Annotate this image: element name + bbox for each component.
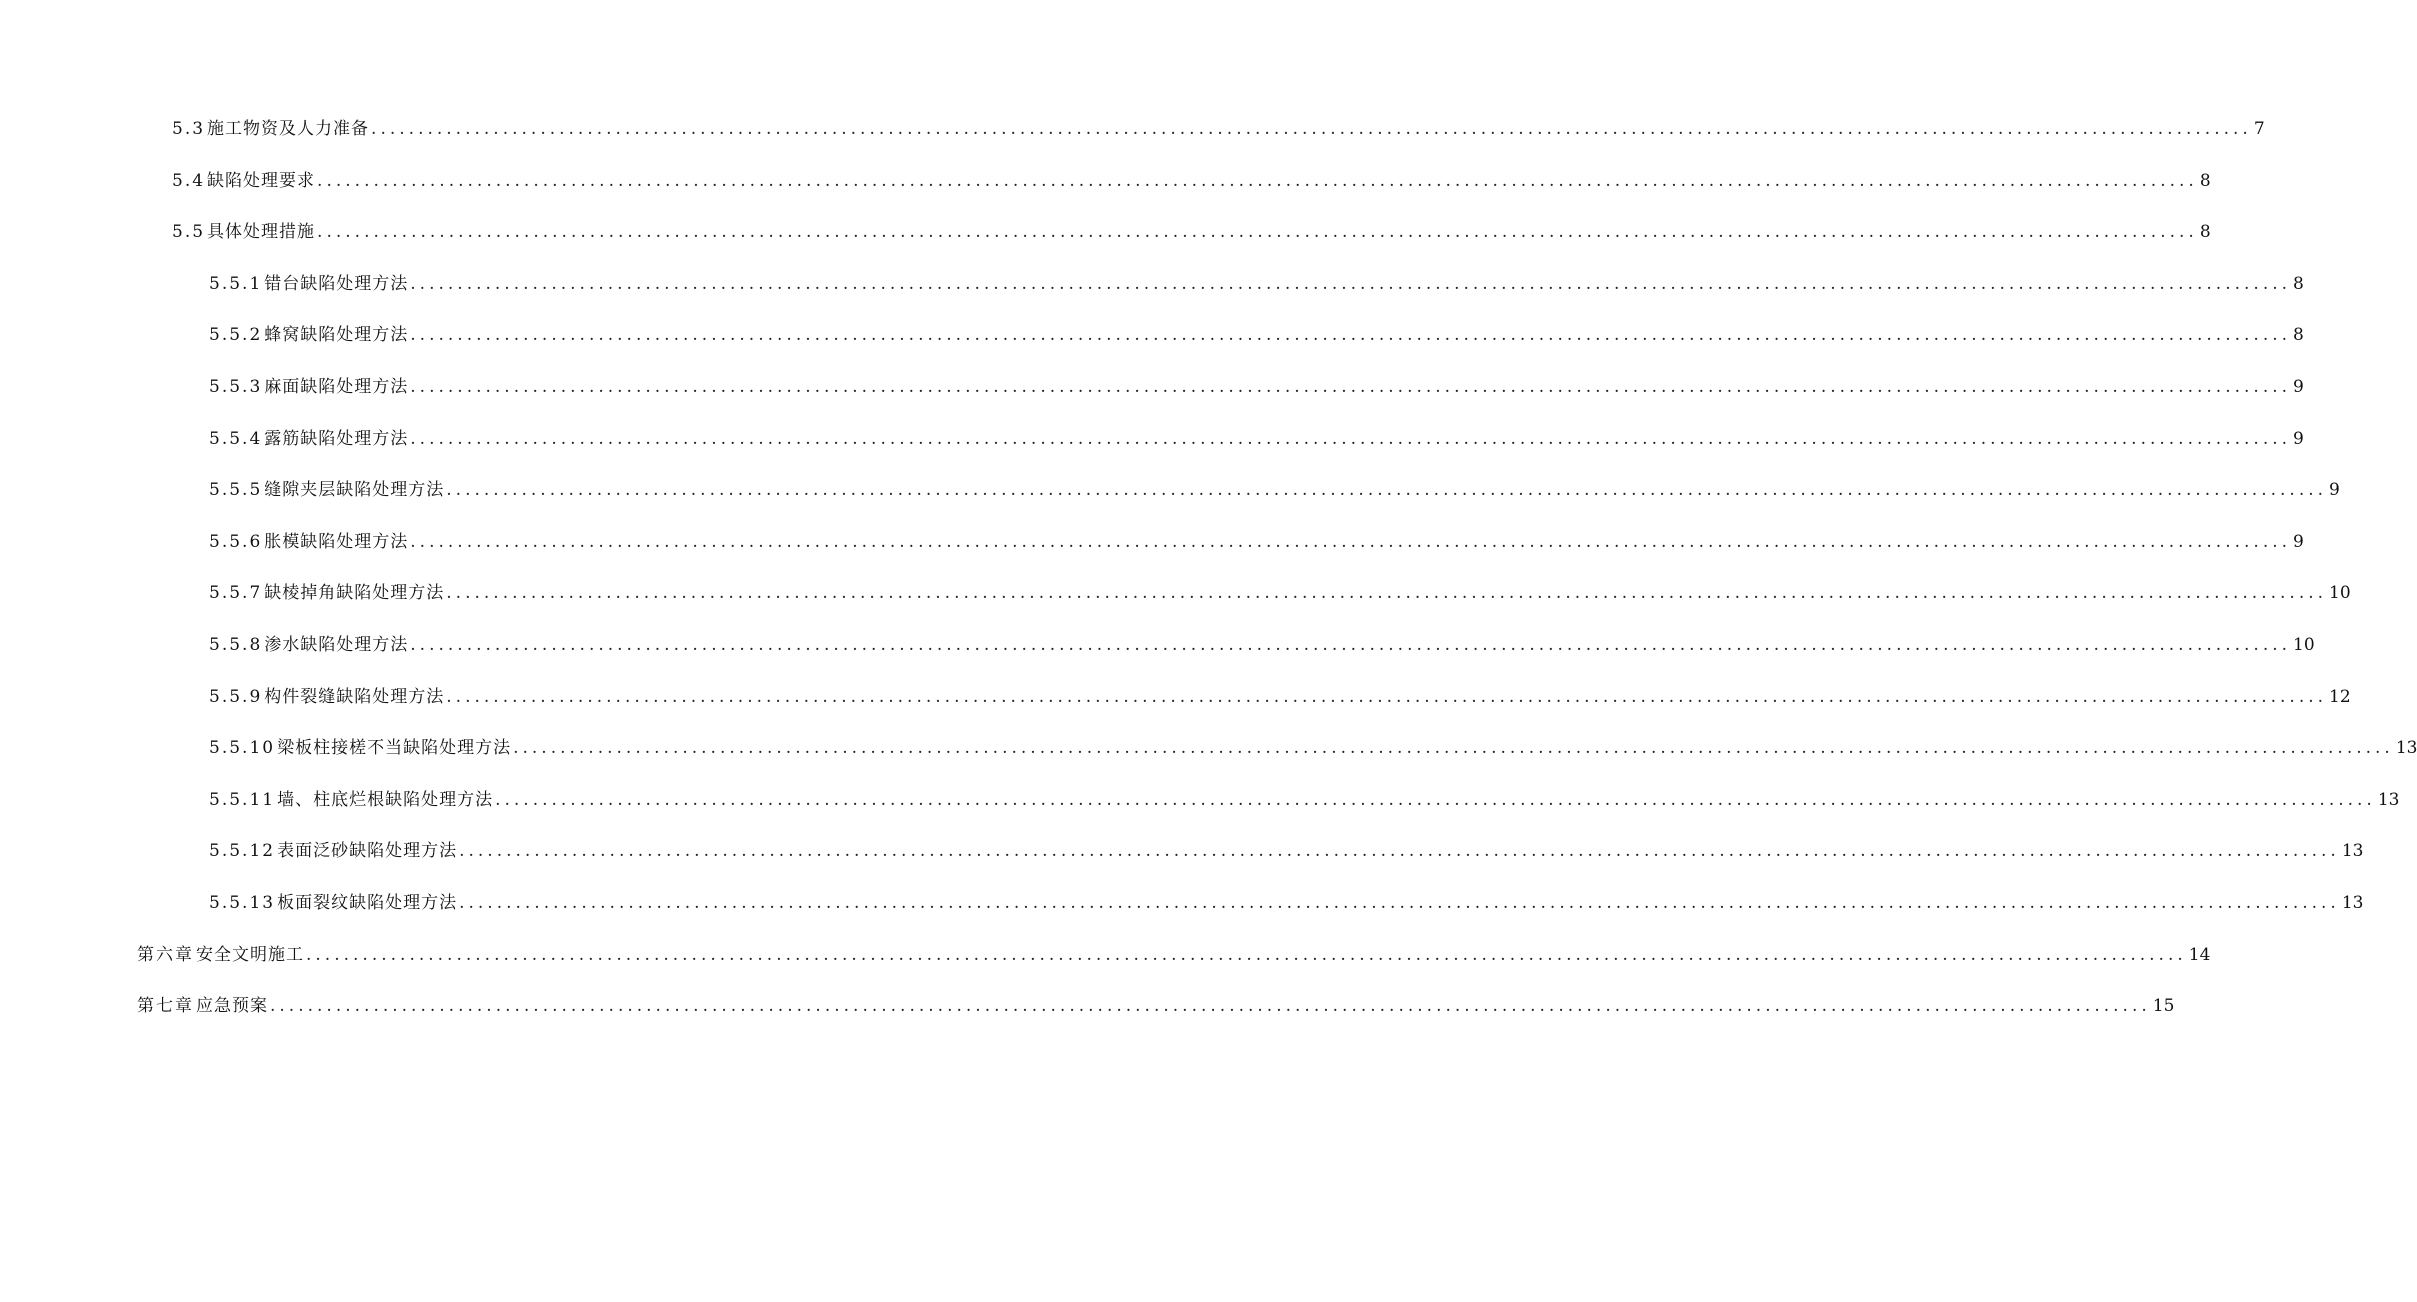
toc-entry[interactable] — [172, 164, 2211, 198]
toc-entry-page: 9 — [2329, 480, 2340, 501]
toc-entry-number: 5.5.9 — [209, 686, 263, 707]
toc-entry-page: 13 — [2341, 841, 2364, 862]
toc-dot-leader: ........................................................................................................................................................................................................ — [459, 893, 2340, 913]
toc-dot-leader: ........................................................................................................................................................................................................ — [410, 635, 2292, 655]
toc-entry[interactable] — [209, 834, 2364, 868]
toc-entry-number: 5.5.2 — [209, 325, 263, 346]
toc-entry[interactable] — [209, 318, 2304, 352]
toc-dot-leader: ........................................................................................................................................................................................................ — [410, 325, 2292, 346]
toc-entry[interactable] — [209, 731, 2417, 765]
toc-entry-number: 5.5.13 — [209, 893, 276, 913]
toc-entry-number: 5.4 — [172, 170, 206, 191]
toc-entry-page: 8 — [2199, 170, 2211, 191]
toc-entry-page: 12 — [2329, 686, 2351, 707]
toc-dot-leader: ........................................................................................................................................................................................................ — [410, 531, 2292, 552]
toc-entry-number: 第七章 — [137, 996, 194, 1017]
toc-entry-number: 5.5.12 — [209, 841, 276, 862]
toc-entry-number: 5.5.11 — [209, 789, 276, 810]
toc-dot-leader: ........................................................................................................................................................................................................ — [410, 273, 2292, 294]
toc-entry[interactable] — [209, 628, 2315, 662]
toc-entry-title: 蜂窝缺陷处理方法 — [264, 325, 409, 346]
toc-entry[interactable] — [172, 112, 2265, 146]
toc-dot-leader: ........................................................................................................................................................................................................ — [410, 377, 2292, 397]
toc-entry[interactable] — [209, 680, 2351, 714]
toc-dot-leader: ........................................................................................................................................................................................................ — [495, 789, 2376, 810]
toc-dot-leader: ........................................................................................................................................................................................................ — [306, 944, 2187, 965]
toc-entry-number: 5.5.3 — [209, 377, 263, 397]
toc-dot-leader: ........................................................................................................................................................................................................ — [371, 119, 2252, 139]
toc-entry[interactable] — [137, 989, 2175, 1023]
toc-dot-leader: ........................................................................................................................................................................................................ — [446, 686, 2328, 707]
toc-entry-page: 8 — [2293, 273, 2304, 294]
toc-entry-title: 构件裂缝缺陷处理方法 — [264, 686, 445, 707]
toc-entry-page: 9 — [2293, 531, 2304, 552]
toc-entry-page: 10 — [2293, 635, 2315, 655]
toc-entry[interactable] — [209, 473, 2340, 507]
toc-entry-title: 胀模缺陷处理方法 — [264, 531, 409, 552]
toc-entry-page: 13 — [2395, 738, 2417, 759]
toc-entry-number: 5.5 — [172, 222, 206, 243]
toc-dot-leader: ........................................................................................................................................................................................................ — [270, 996, 2151, 1017]
toc-entry-page: 9 — [2293, 377, 2304, 397]
toc-entry[interactable] — [209, 370, 2304, 404]
toc-entry-page: 7 — [2253, 119, 2265, 139]
toc-entry[interactable] — [172, 215, 2211, 249]
toc-entry-title: 安全文明施工 — [196, 944, 304, 965]
toc-entry-title: 梁板柱接槎不当缺陷处理方法 — [277, 738, 512, 759]
toc-entry-title: 应急预案 — [196, 996, 268, 1017]
toc-entry-page: 9 — [2293, 428, 2304, 449]
toc-entry-number: 5.5.10 — [209, 738, 276, 759]
toc-entry-title: 麻面缺陷处理方法 — [264, 377, 409, 397]
toc-entry[interactable] — [209, 783, 2400, 817]
toc-entry[interactable] — [209, 422, 2304, 456]
toc-entry-page: 14 — [2188, 944, 2211, 965]
toc-dot-leader: ........................................................................................................................................................................................................ — [446, 583, 2328, 604]
toc-entry-title: 缝隙夹层缺陷处理方法 — [264, 480, 445, 501]
toc-entry-number: 5.3 — [172, 119, 206, 139]
toc-entry-page: 8 — [2199, 222, 2211, 243]
toc-dot-leader: ........................................................................................................................................................................................................ — [513, 738, 2394, 759]
toc-entry[interactable] — [137, 938, 2211, 972]
toc-entry-number: 5.5.5 — [209, 480, 263, 501]
toc-dot-leader: ........................................................................................................................................................................................................ — [317, 170, 2198, 191]
toc-entry-number: 5.5.4 — [209, 428, 263, 449]
toc-entry[interactable] — [209, 525, 2304, 559]
toc-entry-page: 10 — [2329, 583, 2351, 604]
toc-dot-leader: ........................................................................................................................................................................................................ — [317, 222, 2198, 243]
toc-entry-number: 5.5.1 — [209, 273, 263, 294]
toc-entry-number: 5.5.8 — [209, 635, 263, 655]
toc-dot-leader: ........................................................................................................................................................................................................ — [459, 841, 2340, 862]
toc-entry-page: 8 — [2293, 325, 2304, 346]
toc-entry-page: 13 — [2341, 893, 2364, 913]
toc-entry[interactable] — [209, 576, 2351, 610]
toc-entry-page: 15 — [2152, 996, 2175, 1017]
toc-entry-title: 露筋缺陷处理方法 — [264, 428, 409, 449]
toc-entry-title: 渗水缺陷处理方法 — [264, 635, 409, 655]
toc-entry-title: 施工物资及人力准备 — [207, 119, 370, 139]
toc-entry-page: 13 — [2377, 789, 2400, 810]
toc-entry-title: 表面泛砂缺陷处理方法 — [277, 841, 458, 862]
toc-dot-leader: ........................................................................................................................................................................................................ — [446, 480, 2328, 501]
toc-entry-title: 缺陷处理要求 — [207, 170, 316, 191]
toc-entry-number: 5.5.6 — [209, 531, 263, 552]
toc-entry-title: 具体处理措施 — [207, 222, 316, 243]
toc-entry-title: 错台缺陷处理方法 — [264, 273, 409, 294]
toc-dot-leader: ........................................................................................................................................................................................................ — [410, 428, 2292, 449]
toc-entry-title: 缺棱掉角缺陷处理方法 — [264, 583, 445, 604]
toc-entry-title: 墙、柱底烂根缺陷处理方法 — [277, 789, 494, 810]
toc-entry-title: 板面裂纹缺陷处理方法 — [277, 893, 458, 913]
toc-entry-number: 5.5.7 — [209, 583, 263, 604]
toc-entry[interactable] — [209, 886, 2364, 920]
toc-entry-number: 第六章 — [137, 944, 194, 965]
toc-entry[interactable] — [209, 267, 2304, 301]
